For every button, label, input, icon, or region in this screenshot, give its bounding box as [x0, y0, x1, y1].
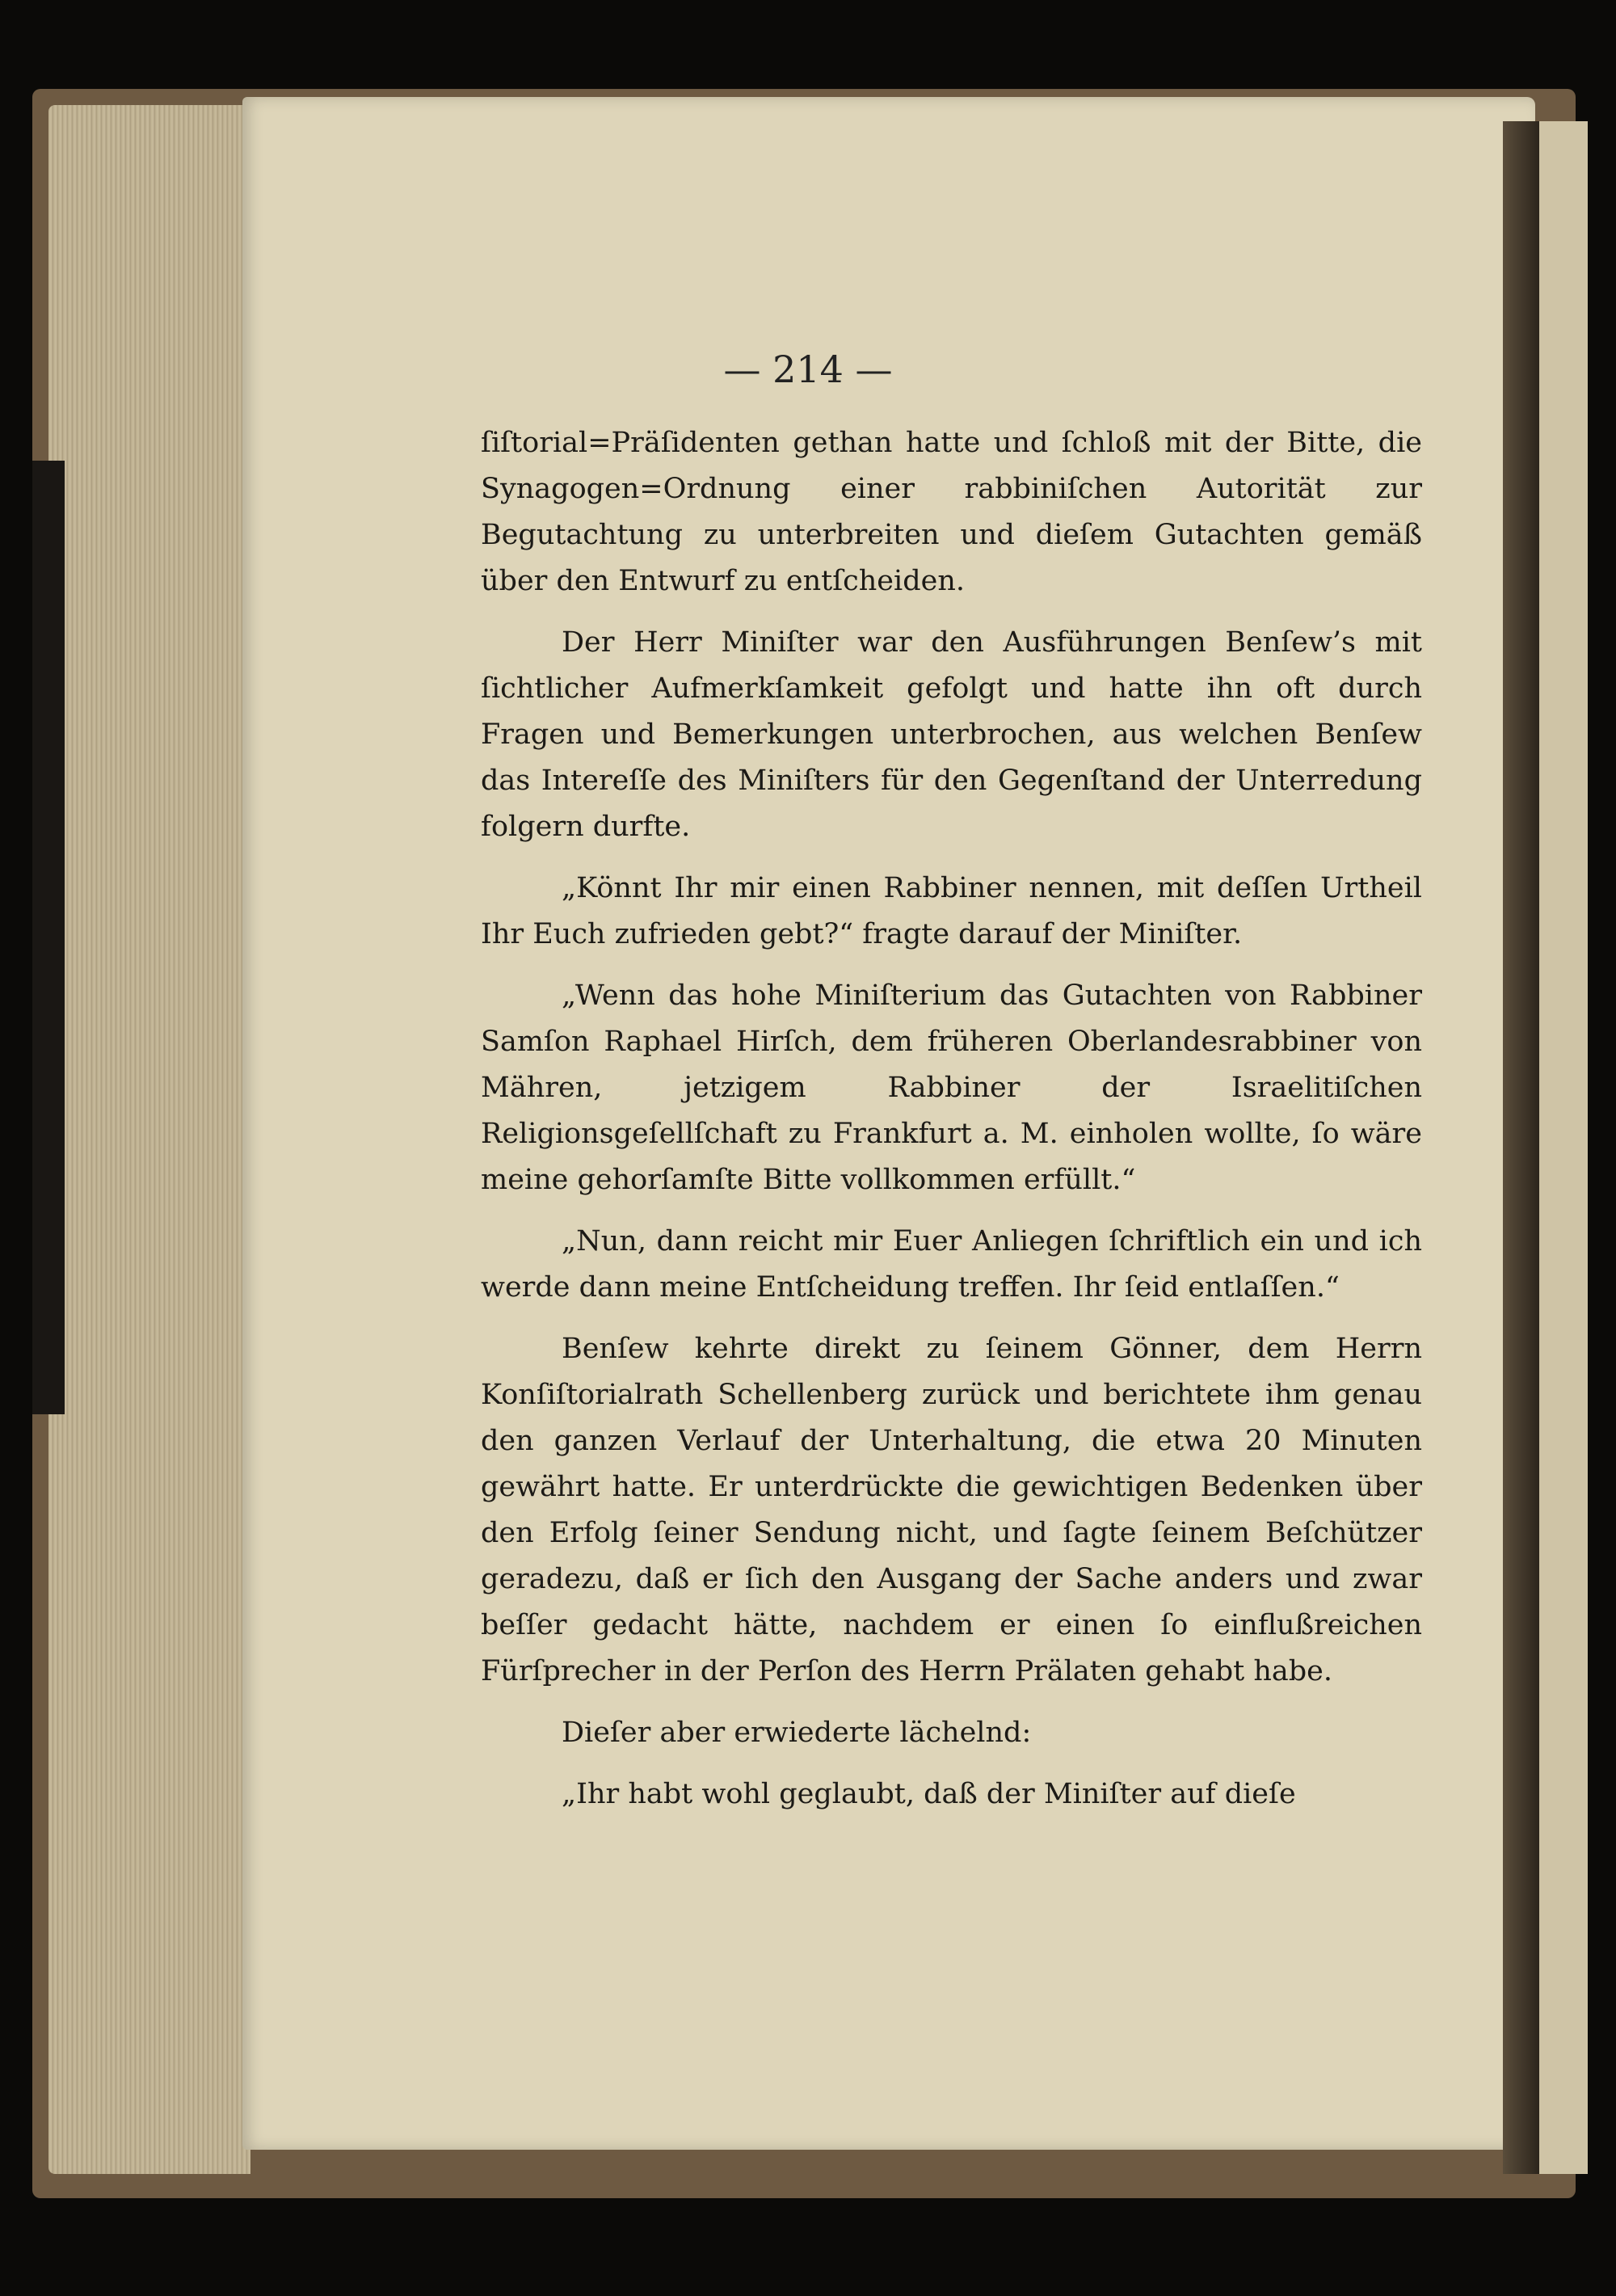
page-edges	[48, 105, 250, 2174]
paragraph-6: Benſew kehrte direkt zu ſeinem Gönner, dem Herrn Konſiſtorialrath Schellenberg zurück und berichtete ihm genau den ganzen Verlauf der Unterhaltung, die etwa 20 Minuten gewährt hatte. Er unterdrückte die gewichtigen Bedenken über den Erfolg ſeiner Sendung nicht, und ſagte ſeinem Beſchützer geradezu, daß er ſich den Ausgang der Sache anders und zwar beſſer gedacht hätte, nachdem er einen ſo einflußreichen Fürſprecher in der Perſon des Herrn Prälaten gehabt habe.	[481, 1333, 1422, 1687]
paragraph-3: „Könnt Ihr mir einen Rabbiner nennen, mit deſſen Urtheil Ihr Euch zufrieden gebt?“ fragte darauf der Miniſter.	[481, 872, 1422, 950]
paragraph-4: „Wenn das hohe Miniſterium das Gutachten von Rabbiner Samſon Raphael Hirſch, dem früheren Oberlandesrabbiner von Mähren, jetzigem Rabbiner der Israelitiſchen Religionsgeſellſchaft zu Frankfurt a. M. einholen wollte, ſo wäre meine gehorſamſte Bitte vollkommen erfüllt.“	[481, 979, 1422, 1196]
paragraph-7: Dieſer aber erwiederte lächelnd:	[562, 1717, 1032, 1749]
paragraph-5: „Nun, dann reicht mir Euer Anliegen ſchriftlich ein und ich werde dann meine Entſcheidung treffen. Ihr ſeid entlaſſen.“	[481, 1225, 1422, 1304]
spine-damage	[32, 461, 65, 1414]
paragraph-2: Der Herr Miniſter war den Ausführungen Benſew’s mit ſichtlicher Aufmerkſamkeit gefolgt und hatte ihn oft durch Fragen und Bemerkungen unterbrochen, aus welchen Benſew das Intereſſe des Miniſters für den Gegenſtand der Unterredung folgern durfte.	[481, 626, 1422, 843]
page-number: — 214 —	[723, 348, 893, 391]
body-text	[481, 420, 1422, 1833]
paragraph-8: „Ihr habt wohl geglaubt, daß der Miniſter auf dieſe	[562, 1778, 1296, 1810]
book-gutter	[1503, 121, 1539, 2174]
paragraph-1: ſiſtorial=Präſidenten gethan hatte und ſchloß mit der Bitte, die Synagogen=Ordnung einer rabbiniſchen Autorität zur Begutachtung zu unterbreiten und dieſem Gutachten gemäß über den Entwurf zu entſcheiden.	[481, 427, 1422, 597]
next-page-edge	[1539, 121, 1588, 2174]
